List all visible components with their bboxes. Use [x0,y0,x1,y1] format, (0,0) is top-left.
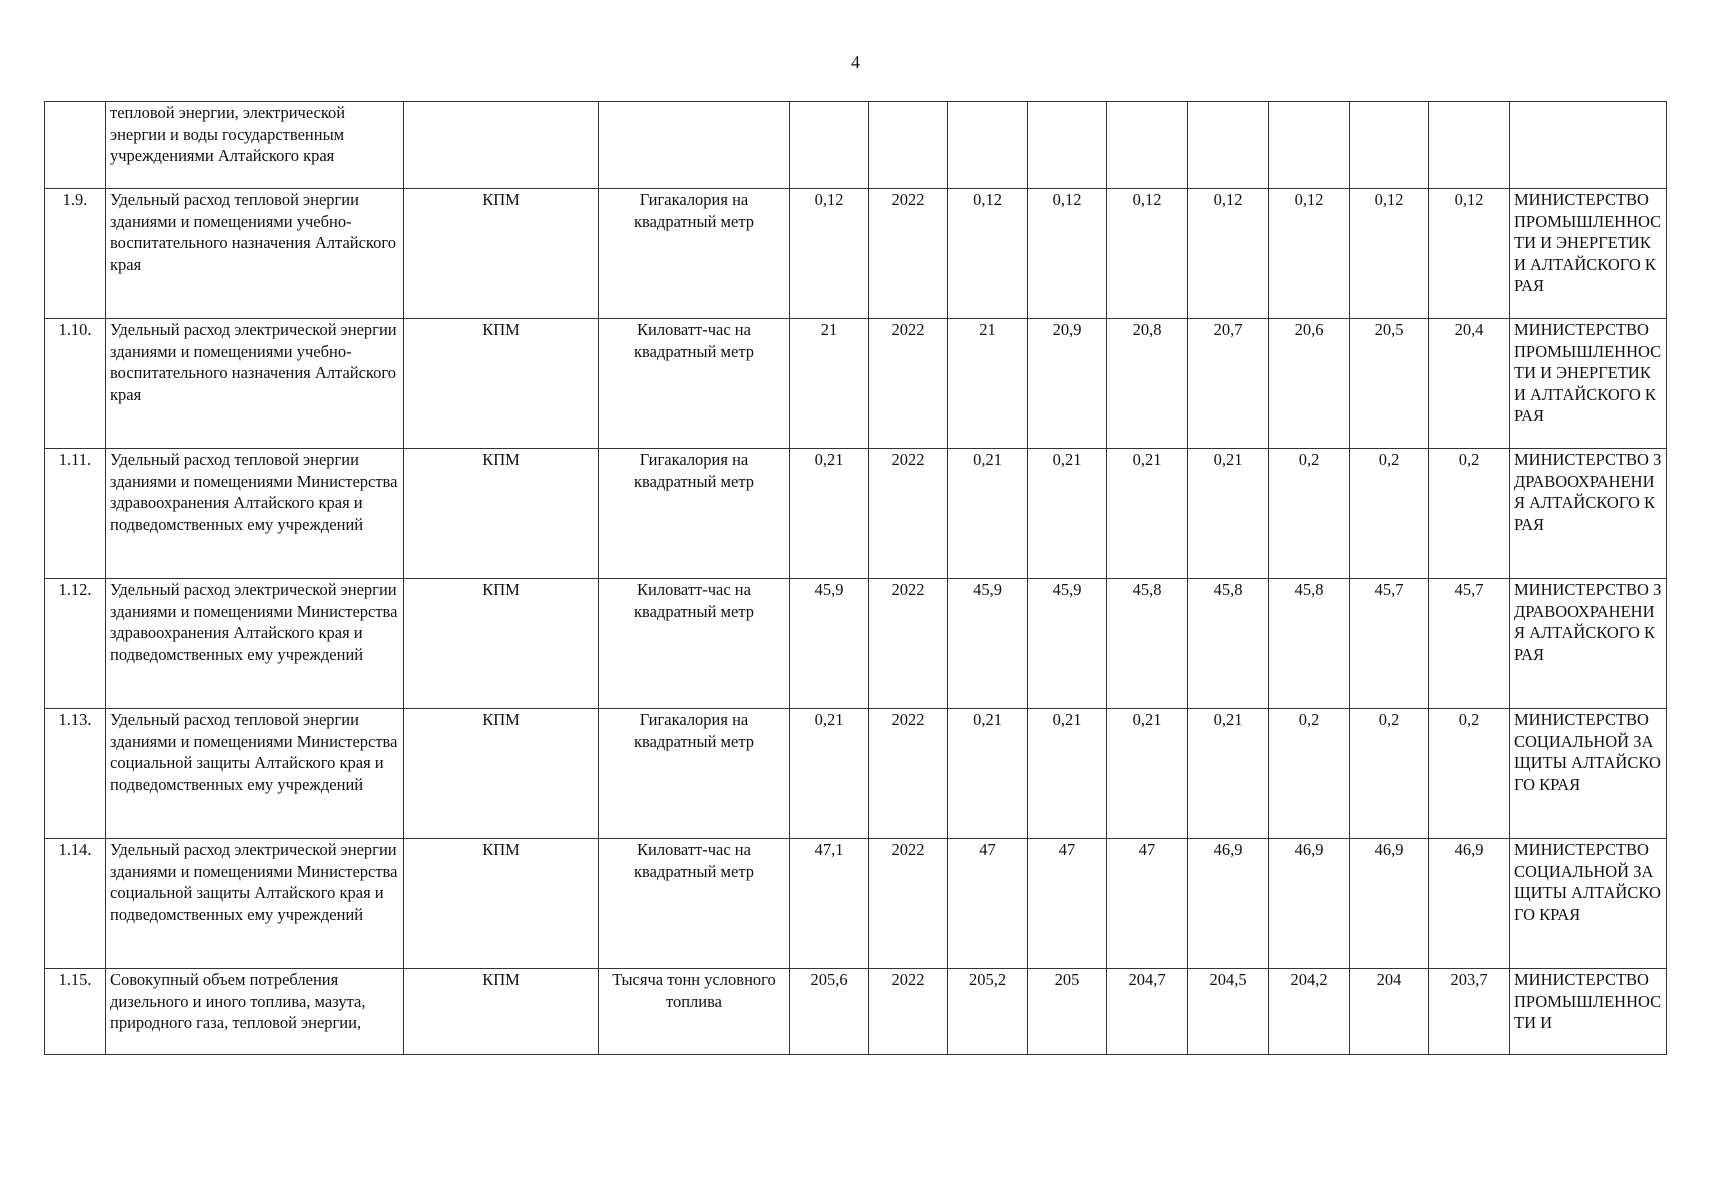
table-body [45,102,1667,1055]
cell-responsible: МИНИСТЕРСТВО ПРОМЫШЛЕННОСТИ И ЭНЕРГЕТИКИ АЛТАЙСКОГО КРАЯ [1510,319,1667,449]
cell-value: 0,2 [1269,709,1350,839]
cell-value: 46,9 [1188,839,1269,969]
cell-value [948,102,1028,189]
cell-value [1188,102,1269,189]
cell-name: Удельный расход тепловой энергии зданиями и помещениями учебно-воспитательного назначения Алтайского края [106,189,404,319]
cell-type: КПМ [404,319,599,449]
cell-base-value: 0,21 [790,709,869,839]
cell-value: 0,21 [1028,709,1107,839]
cell-base-year: 2022 [869,319,948,449]
cell-value: 204 [1350,969,1429,1055]
cell-base-value: 21 [790,319,869,449]
cell-type: КПМ [404,969,599,1055]
cell-unit: Гигакалория на квадратный метр [599,449,790,579]
cell-value: 20,6 [1269,319,1350,449]
cell-value: 0,21 [1107,449,1188,579]
cell-name: Удельный расход электрической энергии зданиями и помещениями учебно-воспитательного назначения Алтайского края [106,319,404,449]
cell-base-value: 0,12 [790,189,869,319]
cell-value: 0,21 [948,449,1028,579]
table-row [45,319,1667,449]
cell-value: 205 [1028,969,1107,1055]
cell-value: 0,12 [1429,189,1510,319]
cell-num [45,102,106,189]
cell-value: 20,5 [1350,319,1429,449]
cell-base-year: 2022 [869,189,948,319]
cell-value: 0,12 [1269,189,1350,319]
cell-value: 45,8 [1269,579,1350,709]
cell-type: КПМ [404,579,599,709]
cell-value: 45,8 [1188,579,1269,709]
cell-value: 0,2 [1350,709,1429,839]
cell-responsible: МИНИСТЕРСТВО ЗДРАВООХРАНЕНИЯ АЛТАЙСКОГО КРАЯ [1510,579,1667,709]
cell-value [1028,102,1107,189]
cell-value: 20,8 [1107,319,1188,449]
cell-base-year: 2022 [869,969,948,1055]
cell-unit: Киловатт-час на квадратный метр [599,839,790,969]
cell-value: 45,9 [948,579,1028,709]
cell-unit: Тысяча тонн условного топлива [599,969,790,1055]
cell-name: Совокупный объем потребления дизельного и иного топлива, мазута, природного газа, тепловой энергии, [106,969,404,1055]
table-row [45,449,1667,579]
cell-type: КПМ [404,839,599,969]
cell-base-value: 45,9 [790,579,869,709]
cell-num: 1.13. [45,709,106,839]
cell-base-value: 47,1 [790,839,869,969]
page-number: 4 [851,52,860,72]
cell-type [404,102,599,189]
cell-num: 1.12. [45,579,106,709]
cell-value: 45,9 [1028,579,1107,709]
cell-responsible: МИНИСТЕРСТВО СОЦИАЛЬНОЙ ЗАЩИТЫ АЛТАЙСКОГО КРАЯ [1510,709,1667,839]
table-row [45,969,1667,1055]
cell-type: КПМ [404,449,599,579]
cell-value: 0,12 [1188,189,1269,319]
cell-base-value: 205,6 [790,969,869,1055]
cell-value: 0,12 [1028,189,1107,319]
cell-unit: Киловатт-час на квадратный метр [599,579,790,709]
cell-value: 47 [1028,839,1107,969]
indicators-table [44,101,1667,1055]
cell-value: 0,21 [1188,449,1269,579]
cell-value: 46,9 [1350,839,1429,969]
cell-value: 0,21 [1028,449,1107,579]
cell-value [1269,102,1350,189]
cell-unit: Киловатт-час на квадратный метр [599,319,790,449]
cell-unit: Гигакалория на квадратный метр [599,189,790,319]
cell-num: 1.11. [45,449,106,579]
cell-num: 1.9. [45,189,106,319]
cell-value: 0,2 [1350,449,1429,579]
cell-value: 204,2 [1269,969,1350,1055]
cell-value: 47 [1107,839,1188,969]
cell-name: Удельный расход электрической энергии зданиями и помещениями Министерства социальной защиты Алтайского края и подведомственных ему учреждений [106,839,404,969]
cell-value: 20,9 [1028,319,1107,449]
cell-value: 0,12 [1107,189,1188,319]
cell-unit [599,102,790,189]
cell-responsible: МИНИСТЕРСТВО СОЦИАЛЬНОЙ ЗАЩИТЫ АЛТАЙСКОГО КРАЯ [1510,839,1667,969]
cell-value: 204,7 [1107,969,1188,1055]
table-row-continuation [45,102,1667,189]
cell-value: 45,8 [1107,579,1188,709]
cell-value: 45,7 [1429,579,1510,709]
cell-value [1107,102,1188,189]
table-row [45,189,1667,319]
cell-num: 1.10. [45,319,106,449]
table-row [45,839,1667,969]
cell-num: 1.15. [45,969,106,1055]
cell-value: 45,7 [1350,579,1429,709]
table-row [45,709,1667,839]
cell-value: 0,12 [948,189,1028,319]
cell-base-year: 2022 [869,449,948,579]
cell-responsible: МИНИСТЕРСТВО ЗДРАВООХРАНЕНИЯ АЛТАЙСКОГО КРАЯ [1510,449,1667,579]
cell-value: 20,4 [1429,319,1510,449]
cell-value: 46,9 [1429,839,1510,969]
cell-base-year: 2022 [869,709,948,839]
cell-name: Удельный расход тепловой энергии зданиями и помещениями Министерства социальной защиты Алтайского края и подведомственных ему учреждений [106,709,404,839]
cell-unit: Гигакалория на квадратный метр [599,709,790,839]
cell-base-year: 2022 [869,579,948,709]
cell-num: 1.14. [45,839,106,969]
cell-base-value: 0,21 [790,449,869,579]
cell-value: 0,2 [1429,709,1510,839]
cell-responsible: МИНИСТЕРСТВО ПРОМЫШЛЕННОСТИ И [1510,969,1667,1055]
cell-value: 0,21 [1188,709,1269,839]
table-row [45,579,1667,709]
cell-value: 0,21 [948,709,1028,839]
cell-responsible [1510,102,1667,189]
cell-value: 46,9 [1269,839,1350,969]
cell-name: Удельный расход тепловой энергии зданиями и помещениями Министерства здравоохранения Алтайского края и подведомственных ему учреждений [106,449,404,579]
cell-value: 0,2 [1269,449,1350,579]
cell-value: 0,12 [1350,189,1429,319]
cell-value [1429,102,1510,189]
cell-value: 21 [948,319,1028,449]
cell-value: 204,5 [1188,969,1269,1055]
cell-value: 20,7 [1188,319,1269,449]
cell-type: КПМ [404,709,599,839]
cell-value: 203,7 [1429,969,1510,1055]
cell-value [1350,102,1429,189]
cell-value: 205,2 [948,969,1028,1055]
cell-name: Удельный расход электрической энергии зданиями и помещениями Министерства здравоохранения Алтайского края и подведомственных ему учреждений [106,579,404,709]
cell-value: 47 [948,839,1028,969]
cell-base-year [869,102,948,189]
cell-value: 0,2 [1429,449,1510,579]
cell-type: КПМ [404,189,599,319]
cell-responsible: МИНИСТЕРСТВО ПРОМЫШЛЕННОСТИ И ЭНЕРГЕТИКИ АЛТАЙСКОГО КРАЯ [1510,189,1667,319]
cell-value: 0,21 [1107,709,1188,839]
cell-base-year: 2022 [869,839,948,969]
cell-base-value [790,102,869,189]
cell-name: тепловой энергии, электрической энергии и воды государственным учреждениями Алтайского края [106,102,404,189]
